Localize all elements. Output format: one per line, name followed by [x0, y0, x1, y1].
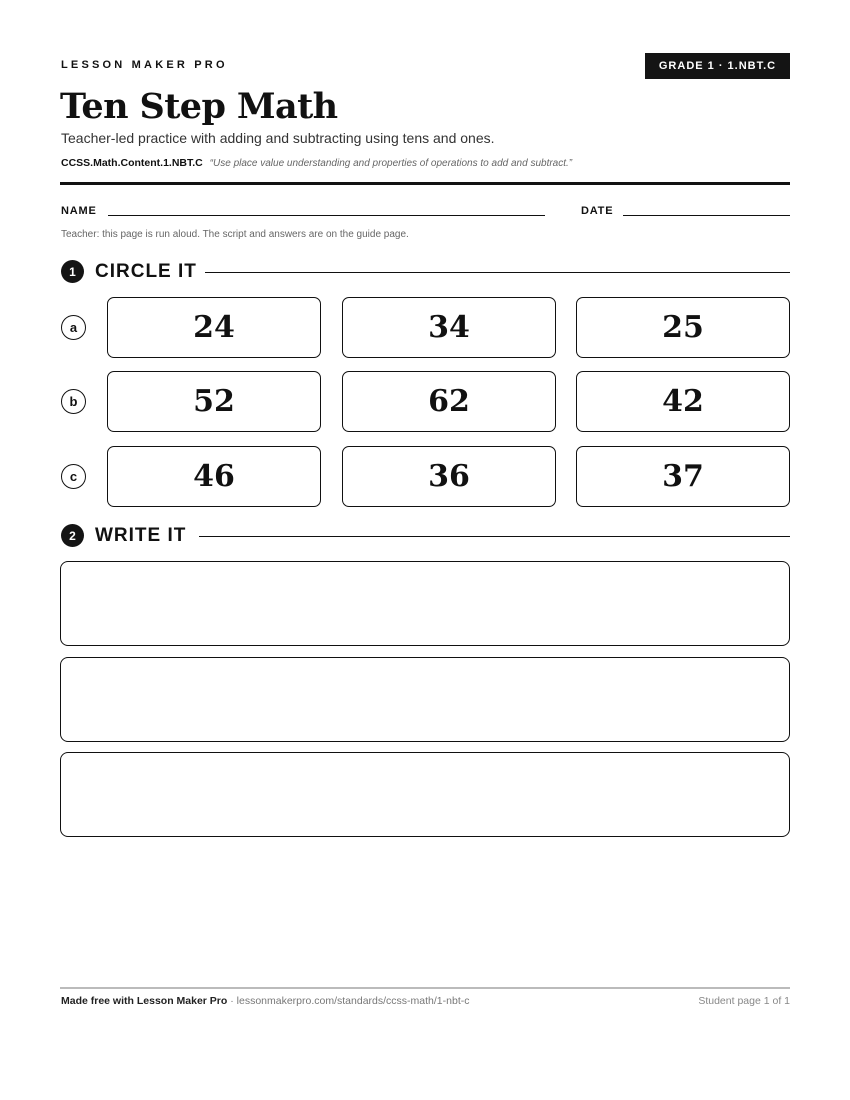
number-choice[interactable]: 25: [576, 297, 790, 358]
name-label: NAME: [61, 205, 97, 217]
footer-credit: [61, 995, 469, 1007]
section-number: 2: [61, 524, 84, 547]
teacher-note: Teacher: this page is run aloud. The script and answers are on the guide page.: [61, 229, 409, 240]
answer-box[interactable]: [60, 561, 790, 646]
section-number: 1: [61, 260, 84, 283]
number-choice[interactable]: 52: [107, 371, 321, 432]
footer-made-with: Made free with Lesson Maker Pro: [61, 995, 228, 1007]
grade-badge: GRADE 1 · 1.NBT.C: [645, 53, 790, 79]
section-circle-it-header: [61, 260, 790, 284]
number-choice[interactable]: 36: [342, 446, 556, 507]
number-choice[interactable]: 46: [107, 446, 321, 507]
name-field[interactable]: [108, 215, 545, 216]
row-letter: a: [61, 315, 86, 340]
section-rule: [199, 536, 790, 537]
row-letter: c: [61, 464, 86, 489]
standard-code: CCSS.Math.Content.1.NBT.C: [61, 157, 203, 169]
number-choice[interactable]: 42: [576, 371, 790, 432]
standard-quote: “Use place value understanding and properties of operations to add and subtract.”: [209, 158, 573, 169]
section-rule: [205, 272, 790, 273]
date-label: DATE: [581, 205, 614, 217]
number-choice[interactable]: 24: [107, 297, 321, 358]
number-choice[interactable]: 34: [342, 297, 556, 358]
page-indicator: Student page 1 of 1: [698, 995, 790, 1007]
section-title: CIRCLE IT: [95, 261, 197, 282]
section-write-it-header: [61, 524, 790, 548]
brand-name: LESSON MAKER PRO: [61, 59, 228, 71]
page-title: Ten Step Math: [60, 86, 338, 127]
footer-link[interactable]: · lessonmakerpro.com/standards/ccss-math/1-nbt-c: [227, 995, 470, 1007]
section-title: WRITE IT: [95, 525, 187, 546]
header-divider: [60, 182, 790, 185]
date-field[interactable]: [623, 215, 790, 216]
answer-box[interactable]: [60, 657, 790, 742]
answer-box[interactable]: [60, 752, 790, 837]
number-choice[interactable]: 37: [576, 446, 790, 507]
row-letter: b: [61, 389, 86, 414]
number-choice[interactable]: 62: [342, 371, 556, 432]
standard-line: [61, 157, 572, 169]
page-subtitle: Teacher-led practice with adding and subtracting using tens and ones.: [61, 130, 495, 146]
footer-divider: [60, 987, 790, 989]
